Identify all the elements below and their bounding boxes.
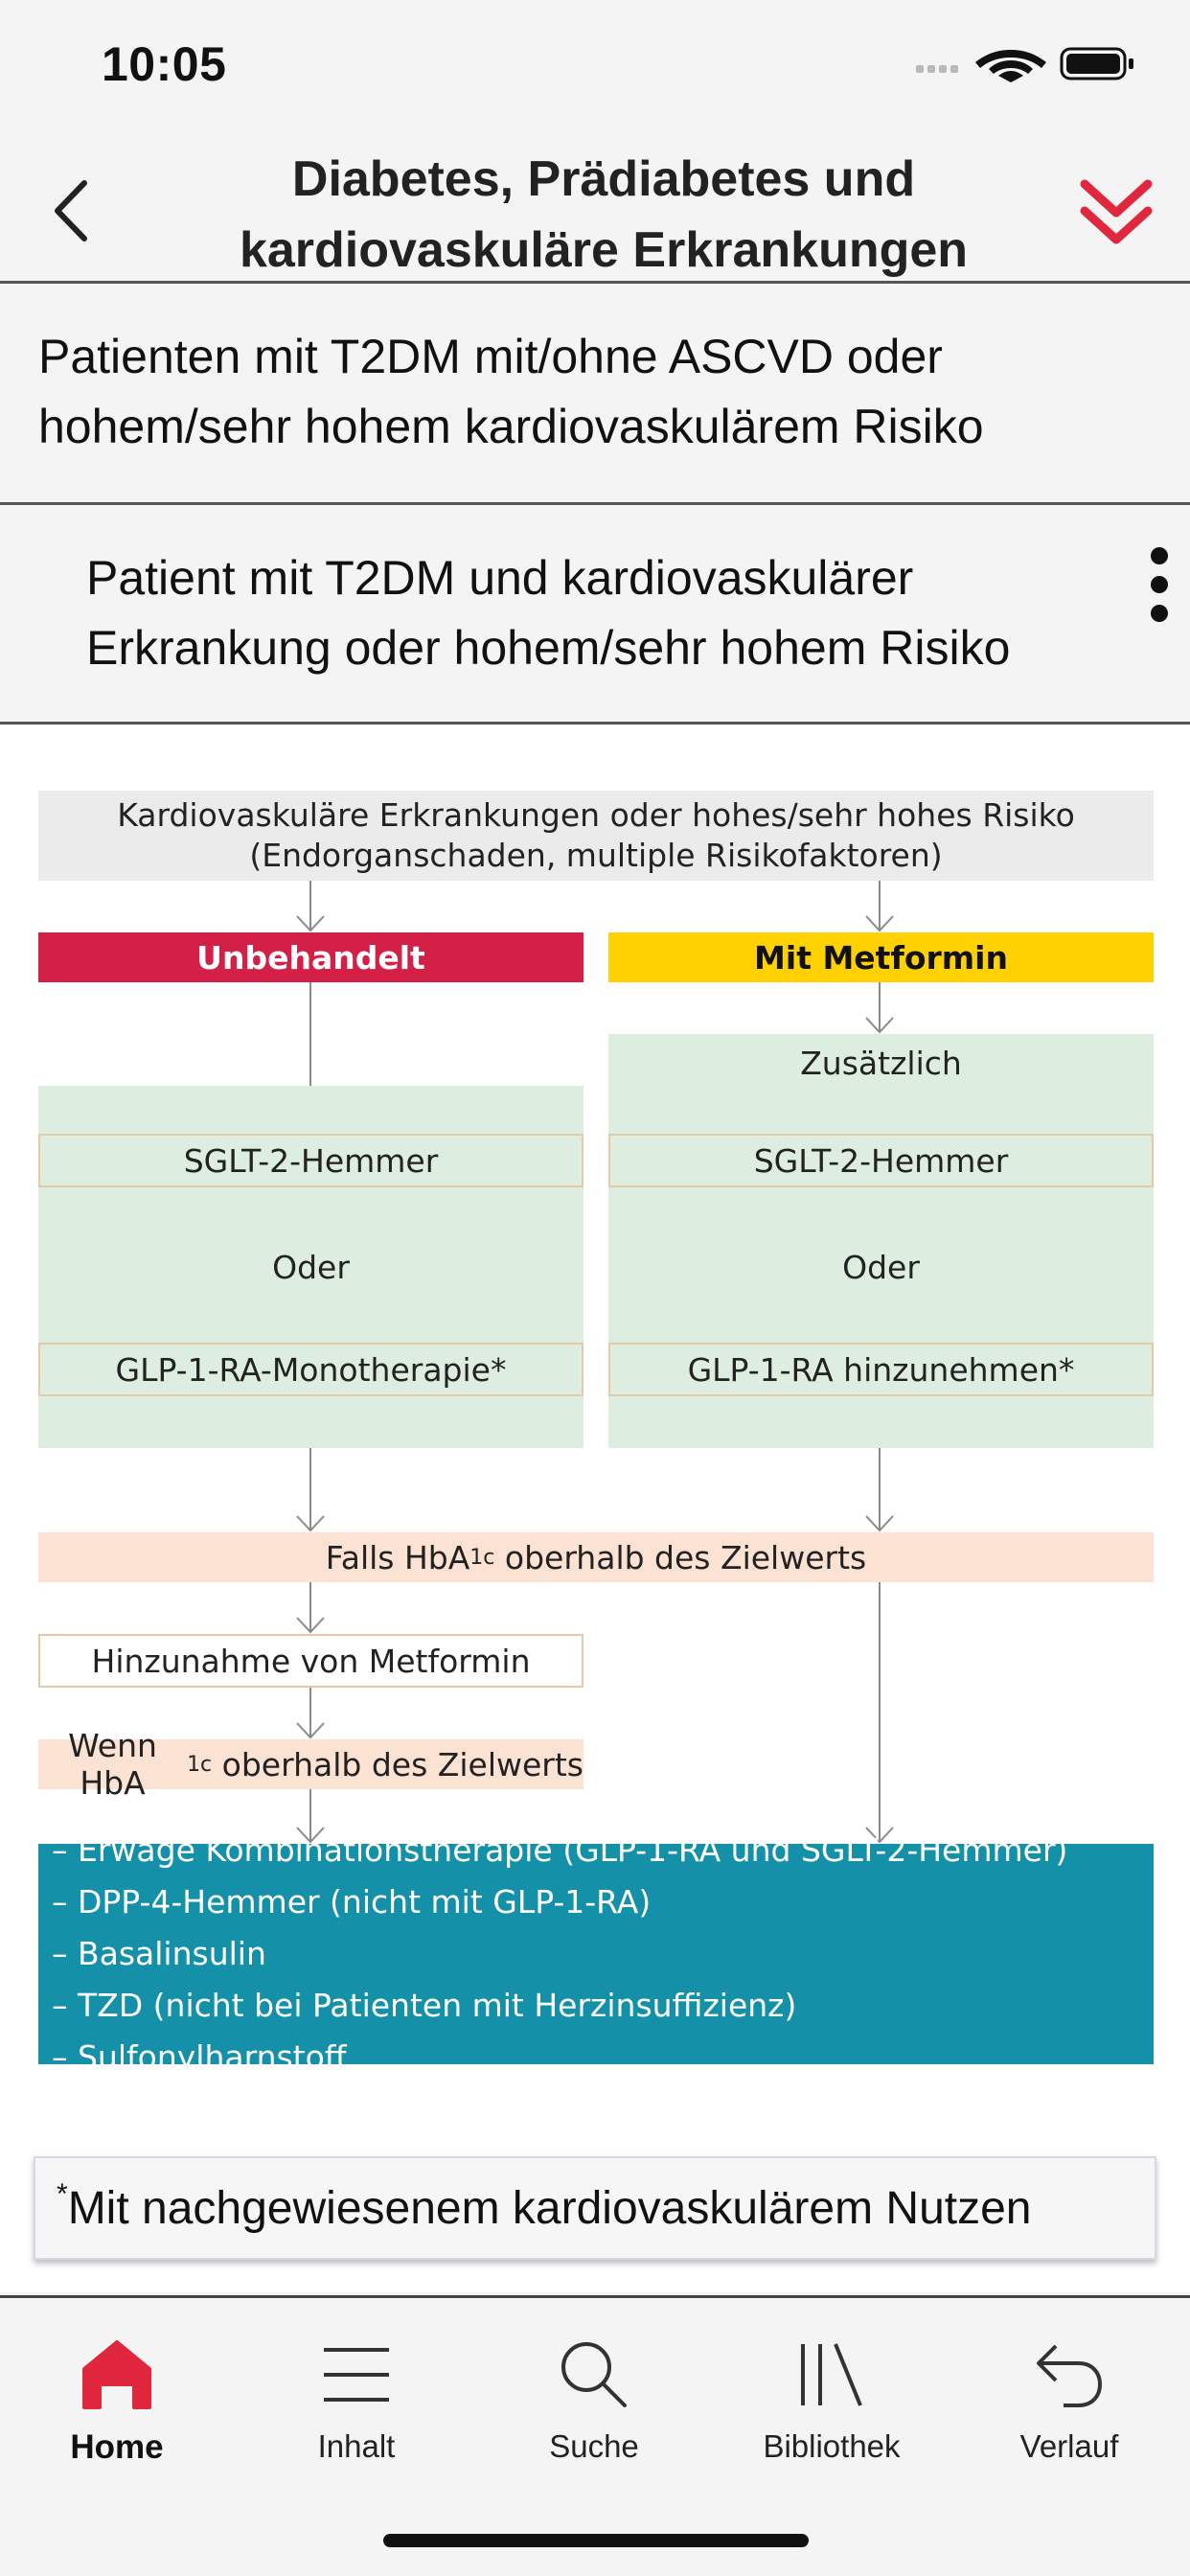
right-glp1-box: GLP-1-RA hinzunehmen* (608, 1343, 1154, 1396)
hba1c-recheck-box: Wenn HbA 1c oberhalb des Zielwerts (38, 1739, 584, 1789)
divider (0, 281, 1190, 284)
signal-icon (916, 65, 958, 73)
flowchart-figure (0, 725, 1190, 2292)
left-sglt2-box: SGLT-2-Hemmer (38, 1134, 584, 1187)
tab-search[interactable]: Suche (479, 2338, 709, 2482)
double-chevron-down-icon (1073, 172, 1159, 249)
therapy-option: – Sulfonylharnstoff (52, 2038, 347, 2076)
tab-contents[interactable]: Inhalt (241, 2338, 471, 2482)
search-icon (556, 2338, 632, 2411)
right-sglt2-box: SGLT-2-Hemmer (608, 1134, 1154, 1187)
footnote: * Mit nachgewiesenem kardiovaskulärem Nutzen (34, 2156, 1156, 2260)
hba1c-check-box: Falls HbA 1c oberhalb des Zielwerts (38, 1532, 1154, 1582)
add-metformin-box: Hinzunahme von Metformin (38, 1634, 584, 1688)
more-vertical-icon (1140, 537, 1179, 632)
therapy-option: – Basalinsulin (52, 1935, 266, 1972)
home-icon (79, 2338, 155, 2411)
tab-library[interactable]: Bibliothek (717, 2338, 947, 2482)
back-button[interactable] (38, 172, 105, 249)
divider (0, 722, 1190, 724)
additional-label: Zusätzlich (800, 1045, 962, 1082)
history-icon (1031, 2338, 1108, 2411)
more-options-button[interactable] (1140, 537, 1179, 632)
tab-history[interactable]: Verlauf (954, 2338, 1184, 2482)
home-indicator (383, 2534, 809, 2547)
library-icon (793, 2338, 870, 2411)
therapy-option: – Erwäge Kombinationstherapie (GLP-1-RA und SGLT-2-Hemmer) (52, 1831, 1068, 1869)
section-heading[interactable]: Patienten mit T2DM mit/ohne ASCVD oder hohem/sehr hohem kardiovaskulärem Risiko (38, 330, 984, 453)
chevron-left-icon (48, 177, 96, 244)
therapy-option: – TZD (nicht bei Patienten mit Herzinsuffizienz) (52, 1987, 797, 2024)
untreated-header: Unbehandelt (38, 932, 584, 982)
status-icons (910, 44, 1179, 82)
status-time: 10:05 (102, 37, 227, 91)
flow-start-box: Kardiovaskuläre Erkrankungen oder hohes/sehr hohes Risiko (Endorganschaden, multiple Risikofaktoren) (38, 791, 1154, 881)
battery-icon (1062, 49, 1133, 79)
left-glp1-box: GLP-1-RA-Monotherapie* (38, 1343, 584, 1396)
subsection-heading[interactable]: Patient mit T2DM und kardiovaskulärer Erkrankung oder hohem/sehr hohem Risiko (86, 551, 1011, 675)
wifi-icon (975, 50, 1046, 82)
collapse-button[interactable] (1073, 172, 1159, 249)
divider (0, 502, 1190, 505)
right-or-label: Oder (842, 1249, 920, 1286)
page-title: Diabetes, Prädiabetes und kardiovaskuläre Erkrankungen (239, 151, 969, 278)
therapy-options-box (38, 1831, 1154, 2076)
therapy-option: – DPP-4-Hemmer (nicht mit GLP-1-RA) (52, 1883, 652, 1920)
tab-home[interactable]: Home (2, 2338, 232, 2482)
metformin-header: Mit Metformin (608, 932, 1154, 982)
left-or-label: Oder (272, 1249, 350, 1286)
menu-icon (318, 2338, 395, 2411)
